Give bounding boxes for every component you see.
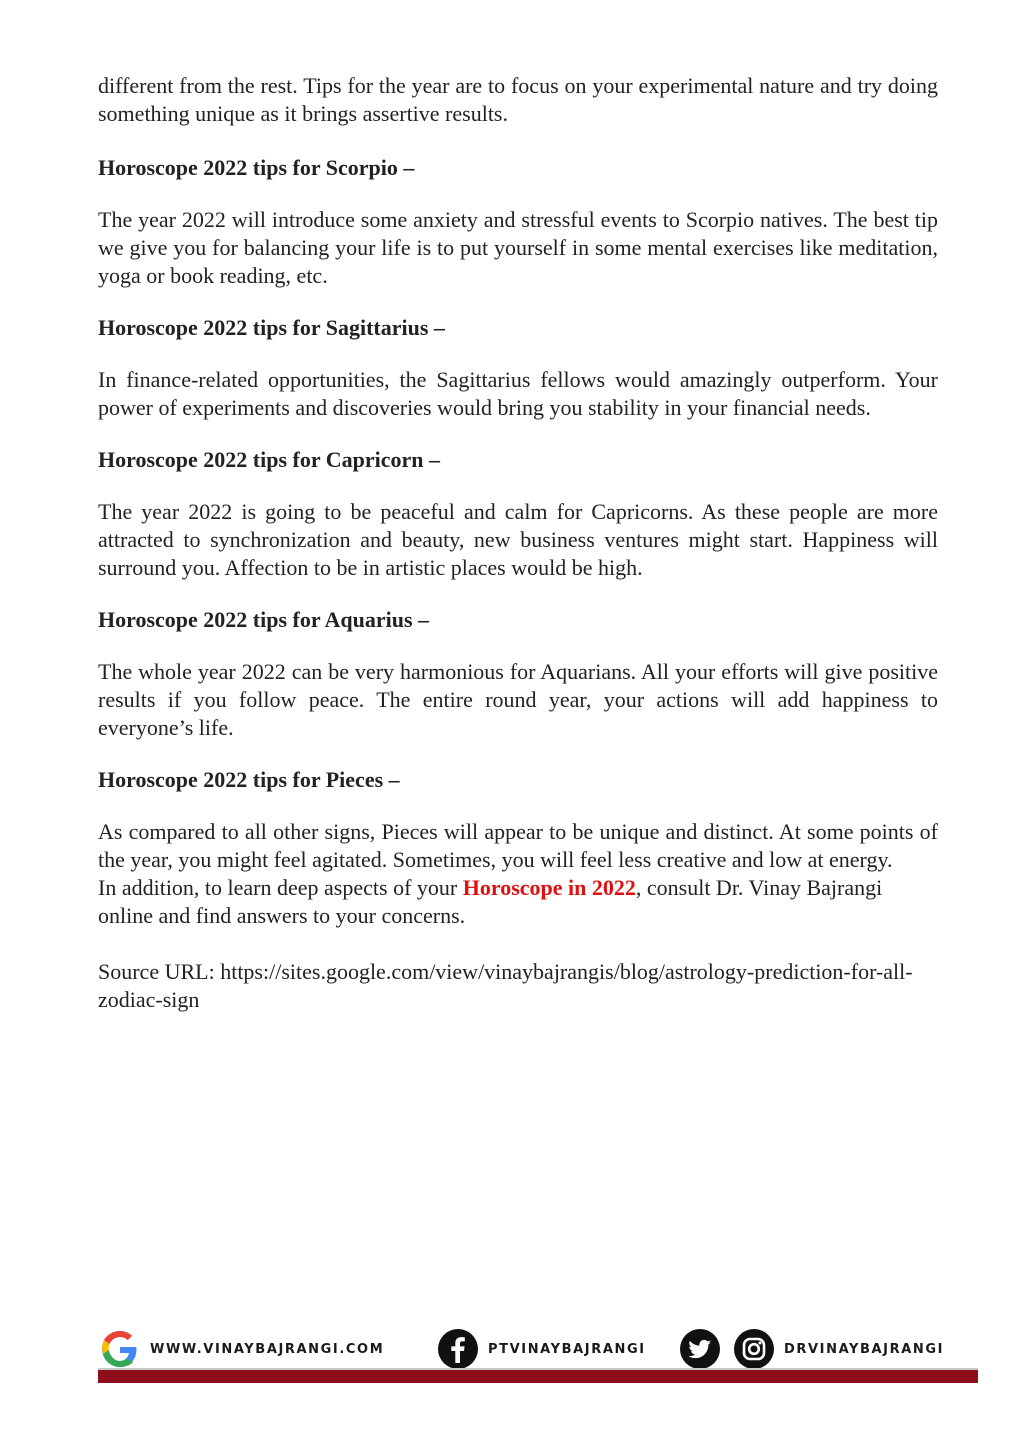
body-aquarius: The whole year 2022 can be very harmonious for Aquarians. All your efforts will give positive results if you follow peace. The entire round year, your actions will add happiness to everyone’s life.: [98, 659, 938, 740]
footer-social[interactable]: [678, 1327, 944, 1371]
intro-paragraph: different from the rest. Tips for the year are to focus on your experimental nature and try doing something unique as it brings assertive results.: [98, 73, 938, 126]
facebook-label: PTVINAYBAJRANGI: [488, 1341, 646, 1357]
section-aquarius: [98, 606, 938, 742]
instagram-icon: [732, 1327, 776, 1371]
footer-red-bar: [98, 1370, 978, 1383]
footer-banner: [98, 1327, 978, 1385]
body-sagittarius: In finance-related opportunities, the Sagittarius fellows would amazingly outperform. Your power of experiments and discoveries would bring you stability in your financial needs.: [98, 367, 938, 420]
google-icon: [98, 1327, 142, 1371]
section-capricorn: [98, 446, 938, 582]
facebook-icon: [436, 1327, 480, 1371]
twitter-icon: [678, 1327, 722, 1371]
heading-aquarius: Horoscope 2022 tips for Aquarius –: [98, 607, 430, 632]
section-pieces: [98, 766, 938, 930]
closing-text-before: In addition, to learn deep aspects of your: [98, 875, 463, 900]
closing-paragraph: [98, 874, 938, 930]
heading-pieces: Horoscope 2022 tips for Pieces –: [98, 767, 400, 792]
body-capricorn: The year 2022 is going to be peaceful and calm for Capricorns. As these people are more attracted to synchronization and beauty, new business ventures might start. Happiness will surround you. Affection to be in artistic places would be high.: [98, 499, 938, 580]
section-scorpio: [98, 154, 938, 290]
source-url: Source URL: https://sites.google.com/view/vinaybajrangis/blog/astrology-prediction-for-all-zodiac-sign: [98, 959, 913, 1012]
section-sagittarius: [98, 314, 938, 422]
closing-text-after: , consult Dr. Vinay Bajrangi online and find answers to your concerns.: [98, 875, 883, 928]
footer-website[interactable]: [98, 1327, 384, 1371]
footer-facebook[interactable]: [436, 1327, 646, 1371]
website-label: WWW.VINAYBAJRANGI.COM: [150, 1341, 385, 1357]
social-label: DRVINAYBAJRANGI: [784, 1341, 945, 1357]
body-scorpio: The year 2022 will introduce some anxiety and stressful events to Scorpio natives. The best tip we give you for balancing your life is to put yourself in some mental exercises like meditation, yoga or book reading, etc.: [98, 207, 938, 288]
body-pieces: As compared to all other signs, Pieces will appear to be unique and distinct. At some points of the year, you might feel agitated. Sometimes, you will feel less creative and low at energy.: [98, 819, 938, 872]
heading-scorpio: Horoscope 2022 tips for Scorpio –: [98, 155, 415, 180]
document-content: [98, 72, 938, 1014]
heading-capricorn: Horoscope 2022 tips for Capricorn –: [98, 447, 440, 472]
heading-sagittarius: Horoscope 2022 tips for Sagittarius –: [98, 315, 445, 340]
horoscope-2022-link[interactable]: Horoscope in 2022: [462, 875, 636, 900]
